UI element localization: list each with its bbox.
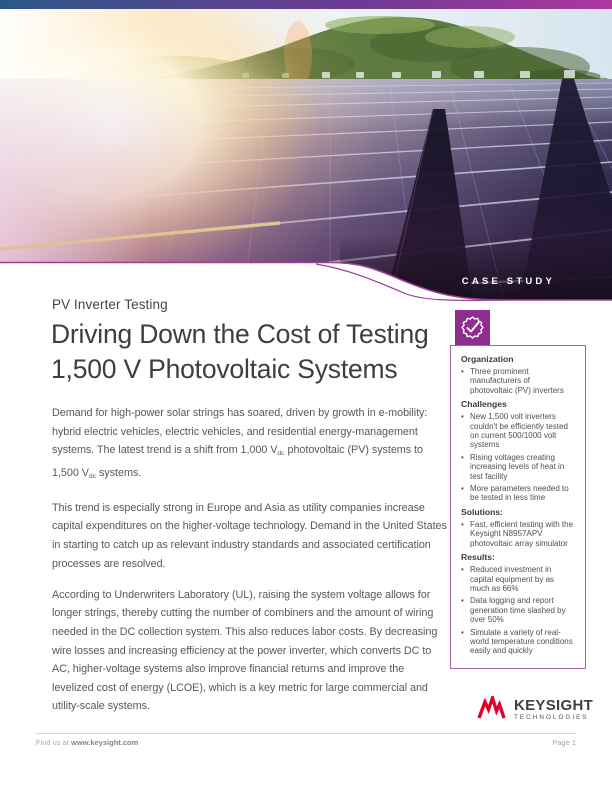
list-item: • Fast, efficient testing with the Keysight N8957APV photovoltaic array simulator [461,520,573,548]
list-item: • More parameters needed to be tested in less time [461,484,573,503]
page-title-line1: Driving Down the Cost of Testing [51,319,429,349]
list-item: • Data logging and report generation time slashed by over 50% [461,596,573,624]
summary-box [450,345,586,669]
footer-find-us: Find us at www.keysight.com [36,738,139,747]
sidebar-heading-solutions: Solutions: [461,506,504,517]
article-eyebrow: PV Inverter Testing [52,297,168,312]
list-item: • Rising voltages creating increasing levels of heat in test facility [461,453,573,481]
website-link[interactable]: www.keysight.com [71,738,139,747]
vdc-subscript: dc [88,472,97,480]
logo-wordmark: KEYSIGHT [514,696,594,714]
list-item: • Simulate a variety of real-world temperature conditions easily and quickly [461,628,573,656]
page-title [51,317,429,386]
top-gradient-bar [0,0,612,9]
list-item: • New 1,500 volt inverters couldn't be efficiently tested on current 500/1000 volt systems [461,412,573,450]
list-item: • Three prominent manufacturers of photovoltaic (PV) inverters [461,367,573,395]
sidebar-heading-organization: Organization [461,354,514,364]
sidebar-heading-challenges: Challenges [461,399,507,410]
solar-farm-photo-svg [0,9,612,305]
article-body [52,404,448,728]
summary-sidebar [450,310,586,669]
ribbon-check-icon [455,310,490,345]
solar-farm-photo [0,9,612,305]
paragraph-2: This trend is especially strong in Europe and Asia as utility companies increase capital expenditures on the higher-voltage technology. Demand in the United States in starting to catch up as relevant industry standards and associated certification processes are resolved. [52,501,447,570]
vdc-subscript: dc [277,450,285,458]
case-study-label: CASE STUDY [461,276,555,287]
footer-divider [36,733,576,734]
keysight-wave-icon [477,696,509,722]
sidebar-heading-results: Results: [461,552,495,563]
list-item: • Reduced investment in capital equipment by as much as 66% [461,565,573,593]
keysight-logo [477,696,593,722]
page-title-line2: 1,500 V Photovoltaic Systems [51,353,398,384]
paragraph-3: According to Underwriters Laboratory (UL), raising the system voltage allows for longer strings, thereby cutting the number of combiners and the amount of wiring needed in the DC collection system. This also reduces labor costs. By decreasing wire losses and increasing efficiency at the power inverter, which converts DC to AC, higher-voltage systems also improve financial returns and improve the levelized cost of energy (LCOE), which is a key metric for large commercial and utility-scale systems. [52,588,438,713]
logo-subtext: TECHNOLOGIES [514,713,589,721]
paragraph-1: Demand for high-power solar strings has soared, driven by growth in e-mobility: hybrid electric vehicles, electric vehicles, and residential energy-management systems. The latest trend is a shift from 1,000 $V_{dc}$ photovoltaic (PV) systems to 1,500 $V_{dc}$ systems. [52,407,428,480]
page-number: Page 1 [552,738,576,747]
